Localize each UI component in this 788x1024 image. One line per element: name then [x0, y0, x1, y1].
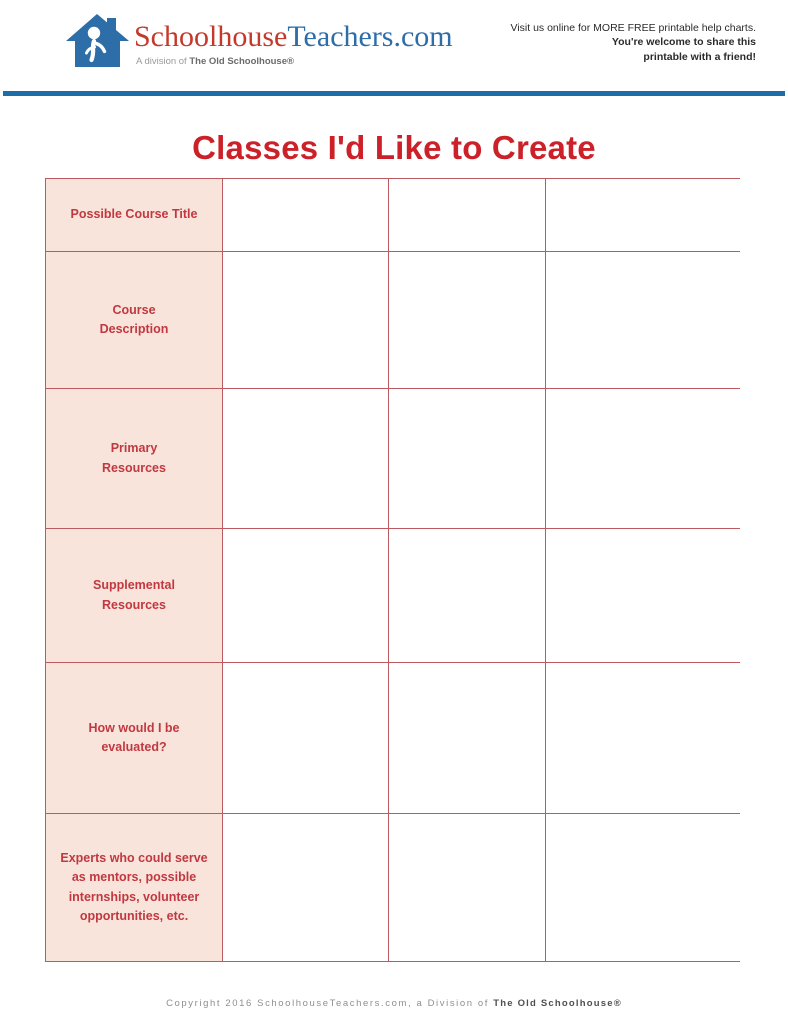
site-logo — [66, 13, 453, 71]
division-prefix: A division of — [136, 55, 190, 67]
entry-cell — [222, 662, 388, 813]
promo-note — [511, 21, 757, 64]
schoolhouse-house-icon — [66, 13, 130, 71]
row-label-cell: How would I be evaluated? — [45, 662, 222, 813]
row-label-cell: Possible Course Title — [45, 178, 222, 251]
division-tagline — [136, 56, 453, 67]
brand-name-blue: Teachers.com — [287, 20, 453, 53]
division-brand: The Old Schoolhouse® — [189, 55, 294, 67]
entry-cell — [222, 388, 388, 528]
entry-cell — [545, 388, 740, 528]
entry-cell — [222, 813, 388, 962]
promo-line-3: printable with a friend! — [643, 50, 756, 63]
copyright-text: Copyright 2016 SchoolhouseTeachers.com, a Division of — [166, 998, 494, 1009]
worksheet-table — [45, 178, 740, 962]
entry-cell — [388, 813, 545, 962]
entry-cell — [222, 528, 388, 662]
brand-name — [134, 21, 453, 53]
promo-line-1: Visit us online for MORE FREE printable help charts. — [510, 22, 756, 34]
row-label-cell: Course Description — [45, 251, 222, 388]
entry-cell — [388, 388, 545, 528]
row-label-cell: Primary Resources — [45, 388, 222, 528]
row-label-cell: Supplemental Resources — [45, 528, 222, 662]
promo-line-2: You're welcome to share this — [611, 36, 756, 49]
blue-divider-rule — [3, 91, 785, 96]
logo-text — [134, 13, 453, 67]
copyright-brand: The Old Schoolhouse® — [493, 998, 622, 1009]
entry-cell — [545, 528, 740, 662]
entry-cell — [545, 813, 740, 962]
entry-cell — [388, 662, 545, 813]
entry-cell — [222, 178, 388, 251]
row-label-cell: Experts who could serve as mentors, possible internships, volunteer opportunities, etc. — [45, 813, 222, 962]
entry-cell — [545, 251, 740, 388]
page-title: Classes I'd Like to Create — [192, 129, 596, 166]
entry-cell — [545, 662, 740, 813]
entry-cell — [222, 251, 388, 388]
copyright-footer — [0, 998, 788, 1009]
brand-name-red: Schoolhouse — [134, 20, 288, 53]
entry-cell — [388, 251, 545, 388]
entry-cell — [388, 528, 545, 662]
entry-cell — [388, 178, 545, 251]
entry-cell — [545, 178, 740, 251]
